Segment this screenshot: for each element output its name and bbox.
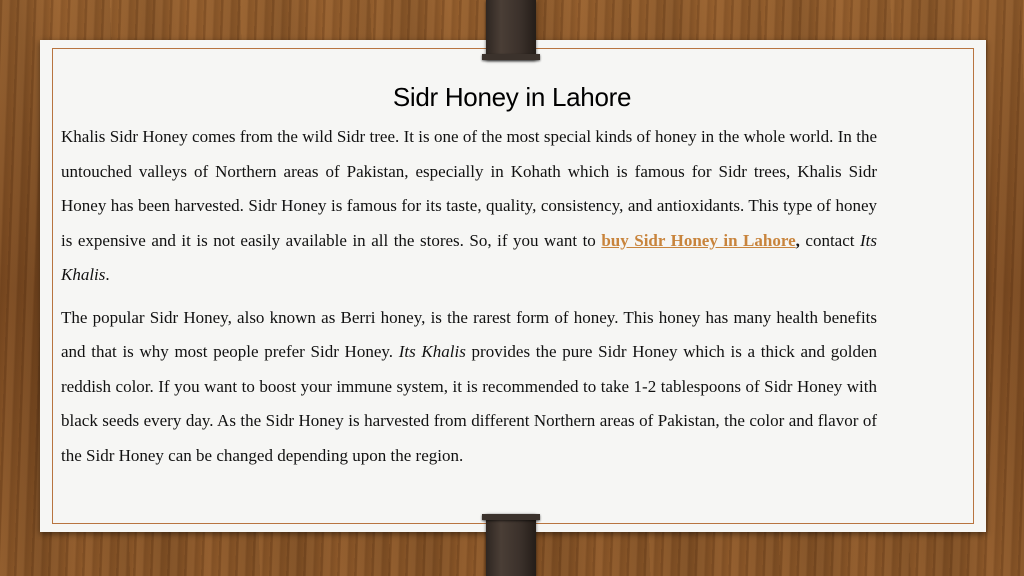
article-body <box>61 120 877 473</box>
brand-name: Its Khalis <box>61 230 877 284</box>
top-clip <box>486 0 536 60</box>
paragraph-1 <box>61 120 877 293</box>
bottom-clip <box>486 514 536 576</box>
paragraph-1-text: Khalis Sidr Honey comes from the wild Sidr tree. It is one of the most special kinds of honey in the whole world. In the untouched valleys of Northern areas of Pakistan, especially in Kohath which is famous for Sidr trees, Khalis Sidr Honey has been harvested. Sidr Honey is famous for its taste, quality, consistency, and antioxidants. This type of honey is expensive and it is not easily available in all the stores. So, if you want to <box>61 127 877 250</box>
contact-text: contact <box>799 230 860 250</box>
link-comma: , <box>795 230 800 250</box>
brand-name: Its Khalis <box>398 342 466 361</box>
page-title: Sidr Honey in Lahore <box>392 82 632 112</box>
buy-sidr-honey-link[interactable]: buy Sidr Honey in Lahore <box>601 230 796 250</box>
paragraph-2 <box>61 301 877 474</box>
paragraph-2-text-a: The popular Sidr Honey, also known as Berri honey, is the rarest form of honey. This honey has many health benefits and that is why most people prefer Sidr Honey. <box>61 307 877 361</box>
paragraph-2-text-b: provides the pure Sidr Honey which is a thick and golden reddish color. If you want to boost your immune system, it is recommended to take 1-2 tablespoons of Sidr Honey with black seeds every day. As the Sidr Honey is harvested from different Northern areas of Pakistan, the color and flavor of the Sidr Honey can be changed depending upon the region. <box>61 342 877 465</box>
paragraph-1-end: . <box>105 265 110 284</box>
